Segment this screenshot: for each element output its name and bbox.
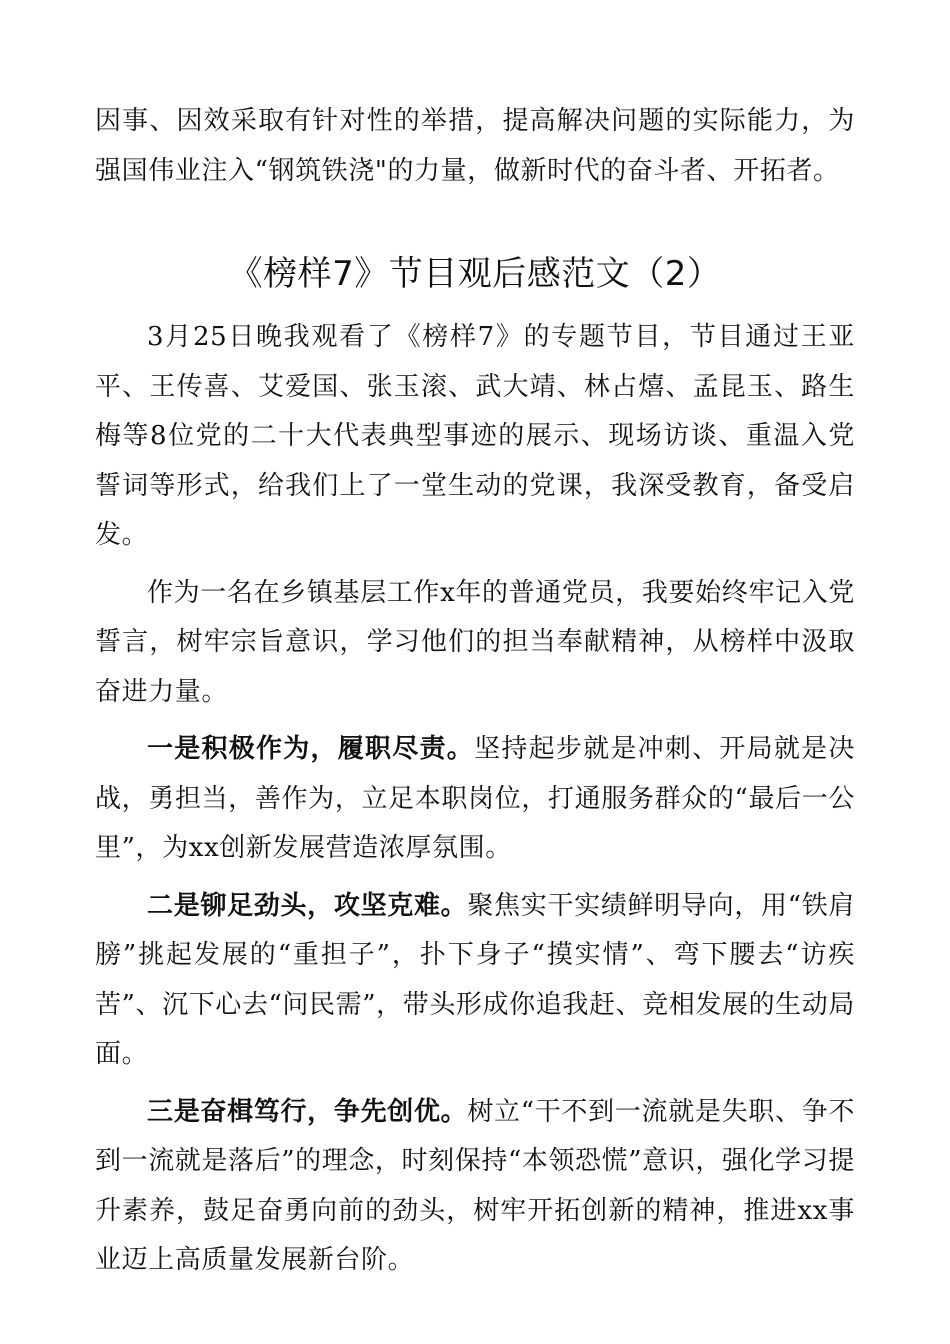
paragraph-text: 3月25日晚我观看了《榜样7》的专题节目，节目通过王亚平、王传喜、艾爱国、张玉滚、武大靖、林占熺、孟昆玉、路生梅等8位党的二十大代表典型事迹的展示、现场访谈、重温入党誓词等形式，给我们上了一堂生动的党课，我深受教育，备受启发。	[95, 322, 855, 550]
body-paragraph-3	[95, 725, 855, 874]
paragraph-lead: 三是奋楫笃行，争先创优。	[147, 1096, 468, 1127]
body-paragraph-2	[95, 569, 855, 718]
article-title: 《榜样7》节目观后感范文（2）	[228, 254, 722, 294]
paragraph-text: 聚焦实干实绩鲜明导向，用“铁肩膀”挑起发展的“重担子”，扑下身子“摸实情”、弯下腰去“访疾苦”、沉下心去“问民需”，带头形成你追我赶、竞相发展的生动局面。	[95, 890, 855, 1069]
body-paragraph-5	[95, 1088, 855, 1286]
paragraph-text: 树立“干不到一流就是失职、争不到一流就是落后”的理念，时刻保持“本领恐慌”意识，强化学习提升素养，鼓足奋勇向前的劲头，树牢开拓创新的精神，推进xx事业迈上高质量发展新台阶。	[95, 1096, 855, 1275]
intro-paragraph: 因事、因效采取有针对性的举措，提高解决问题的实际能力，为强国伟业注入“钢筑铁浇"的力量，做新时代的奋斗者、开拓者。	[95, 106, 855, 186]
body-paragraph-1	[95, 313, 855, 561]
paragraph-text: 作为一名在乡镇基层工作x年的普通党员，我要始终牢记入党誓言，树牢宗旨意识，学习他们的担当奉献精神，从榜样中汲取奋进力量。	[95, 577, 855, 707]
paragraph-lead: 一是积极作为，履职尽责。	[147, 734, 475, 764]
paragraph-text: 坚持起步就是冲刺、开局就是决战，勇担当，善作为，立足本职岗位，打通服务群众的“最后一公里”，为xx创新发展营造浓厚氛围。	[95, 734, 856, 863]
paragraph-lead: 二是铆足劲头，攻坚克难。	[147, 890, 468, 921]
body-paragraph-4	[95, 882, 855, 1080]
